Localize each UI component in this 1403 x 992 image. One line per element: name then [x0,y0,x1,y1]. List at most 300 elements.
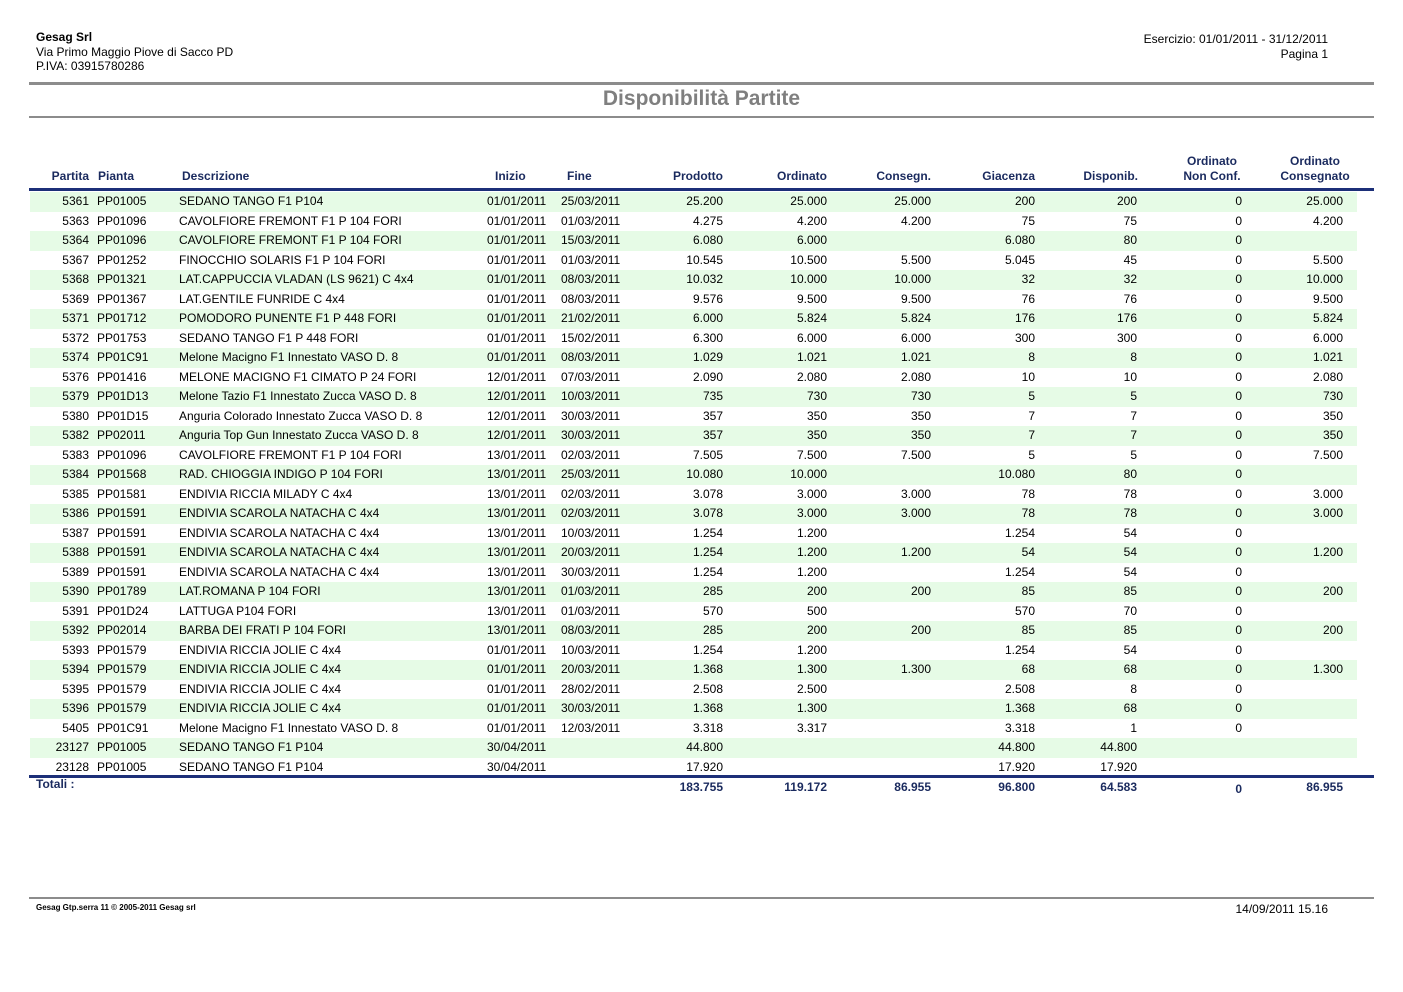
cell-partita: 5376 [62,369,89,384]
col-header-ordinato-consegnato [1265,154,1365,184]
cell-descrizione: LAT.ROMANA P 104 FORI [179,584,321,598]
cell-ord-nc: 0 [1235,701,1242,715]
cell-fine: 20/03/2011 [561,662,621,676]
cell-prodotto: 1.368 [692,701,723,715]
cell-ord-cons: 1.021 [1312,350,1343,364]
cell-inizio: 01/01/2011 [487,194,547,208]
cell-ord-nc: 0 [1235,330,1242,345]
total-giacenza: 96.800 [998,780,1035,794]
col-header-ord-nc-line2: Non Conf. [1183,169,1241,183]
total-prodotto: 183.755 [679,780,723,794]
cell-consegn: 3.000 [900,486,931,501]
cell-giacenza: 10.080 [998,467,1035,481]
cell-prodotto: 4.275 [692,213,723,228]
cell-prodotto: 44.800 [686,740,723,754]
cell-ord-cons: 350 [1322,408,1343,423]
cell-partita: 5374 [62,350,89,364]
cell-pianta: PP01321 [97,272,147,286]
cell-disponib: 75 [1123,213,1137,228]
cell-fine: 12/03/2011 [561,720,621,735]
table-row [0,524,1403,544]
cell-fine: 15/02/2011 [561,330,621,345]
cell-pianta: PP01581 [97,486,147,501]
cell-fine: 10/03/2011 [561,642,621,657]
cell-descrizione: CAVOLFIORE FREMONT F1 P 104 FORI [179,447,402,462]
cell-inizio: 01/01/2011 [487,330,547,345]
cell-ordinato: 3.317 [796,720,827,735]
cell-fine: 02/03/2011 [561,486,621,501]
cell-prodotto: 285 [702,584,723,598]
cell-ordinato: 500 [806,603,827,618]
cell-disponib: 8 [1130,681,1137,696]
cell-descrizione: MELONE MACIGNO F1 CIMATO P 24 FORI [179,369,417,384]
cell-partita: 5364 [62,233,89,247]
cell-descrizione: BARBA DEI FRATI P 104 FORI [179,623,346,637]
cell-descrizione: ENDIVIA SCAROLA NATACHA C 4x4 [179,564,380,579]
totals-divider [29,775,1374,778]
cell-partita: 5386 [62,506,89,520]
cell-ord-nc: 0 [1235,681,1242,696]
cell-partita: 5371 [62,311,89,325]
cell-disponib: 54 [1123,525,1137,540]
cell-giacenza: 5.045 [1004,252,1035,267]
cell-pianta: PP01416 [97,369,147,384]
cell-prodotto: 1.254 [692,525,723,540]
cell-ord-nc: 0 [1235,662,1242,676]
cell-ord-nc: 0 [1235,584,1242,598]
cell-descrizione: SEDANO TANGO F1 P104 [179,740,324,754]
cell-inizio: 13/01/2011 [487,447,547,462]
cell-ord-cons: 1.300 [1312,662,1343,676]
cell-fine: 07/03/2011 [561,369,621,384]
top-divider [29,82,1374,85]
cell-pianta: PP01096 [97,447,147,462]
cell-ordinato: 3.000 [796,486,827,501]
table-row [0,621,1403,641]
col-header-ord-nc-line1: Ordinato [1187,154,1237,168]
cell-ord-nc: 0 [1235,350,1242,364]
cell-inizio: 13/01/2011 [487,467,547,481]
cell-partita: 5405 [62,720,89,735]
col-header-pianta: Pianta [98,169,135,183]
cell-descrizione: CAVOLFIORE FREMONT F1 P 104 FORI [179,213,402,228]
col-header-ordinato-non-conf [1162,154,1262,184]
cell-consegn: 1.200 [900,545,931,559]
cell-ord-nc: 0 [1235,272,1242,286]
cell-consegn: 9.500 [900,291,931,306]
cell-fine: 15/03/2011 [561,233,621,247]
cell-pianta: PP01579 [97,662,147,676]
cell-fine: 08/03/2011 [561,623,621,637]
cell-ord-nc: 0 [1235,720,1242,735]
cell-disponib: 8 [1130,350,1137,364]
cell-ord-nc: 0 [1235,389,1242,403]
cell-consegn: 5.824 [900,311,931,325]
cell-ord-cons: 5.824 [1312,311,1343,325]
cell-ordinato: 1.200 [796,525,827,540]
table-row [0,192,1403,212]
cell-descrizione: ENDIVIA RICCIA JOLIE C 4x4 [179,701,342,715]
header-divider [29,188,1374,191]
cell-pianta: PP01367 [97,291,147,306]
cell-giacenza: 1.254 [1004,525,1035,540]
cell-pianta: PP01D15 [97,408,149,423]
cell-consegn: 4.200 [900,213,931,228]
cell-fine: 28/02/2011 [561,681,621,696]
col-header-giacenza: Giacenza [982,169,1035,183]
cell-inizio: 01/01/2011 [487,213,547,228]
cell-giacenza: 5 [1028,389,1035,403]
cell-consegn: 350 [910,408,931,423]
cell-ordinato: 350 [806,428,827,442]
cell-partita: 5388 [62,545,89,559]
cell-disponib: 7 [1130,408,1137,423]
total-consegn: 86.955 [894,780,931,794]
title-divider [29,116,1374,118]
cell-fine: 21/02/2011 [561,311,621,325]
cell-fine: 01/03/2011 [561,603,621,618]
cell-fine: 30/03/2011 [561,428,621,442]
table-row [0,543,1403,563]
cell-descrizione: ENDIVIA RICCIA JOLIE C 4x4 [179,681,342,696]
cell-ord-nc: 0 [1235,564,1242,579]
cell-pianta: PP01591 [97,525,147,540]
cell-pianta: PP01096 [97,213,147,228]
cell-fine: 02/03/2011 [561,447,621,462]
cell-partita: 5380 [62,408,89,423]
total-ordinato-non-conf: 0 [1235,782,1242,796]
cell-pianta: PP01005 [97,740,147,754]
cell-prodotto: 3.078 [692,486,723,501]
table-row [0,368,1403,388]
cell-ord-cons: 2.080 [1312,369,1343,384]
cell-prodotto: 1.254 [692,564,723,579]
cell-ordinato: 6.000 [796,330,827,345]
cell-fine: 02/03/2011 [561,506,621,520]
cell-disponib: 80 [1123,233,1137,247]
cell-disponib: 5 [1130,389,1137,403]
company-address: Via Primo Maggio Piove di Sacco PD [36,44,234,59]
cell-inizio: 30/04/2011 [487,759,547,774]
cell-consegn: 200 [910,584,931,598]
cell-ord-nc: 0 [1235,447,1242,462]
cell-ordinato: 10.000 [790,272,827,286]
cell-descrizione: Melone Tazio F1 Innestato Zucca VASO D. 8 [179,389,417,403]
table-row [0,290,1403,310]
cell-ordinato: 1.200 [796,642,827,657]
col-header-prodotto: Prodotto [673,169,723,183]
cell-ord-nc: 0 [1235,525,1242,540]
cell-partita: 5385 [62,486,89,501]
cell-ord-cons: 200 [1322,623,1343,637]
cell-inizio: 01/01/2011 [487,252,547,267]
cell-consegn: 7.500 [900,447,931,462]
cell-giacenza: 85 [1021,584,1035,598]
cell-disponib: 78 [1123,506,1137,520]
cell-giacenza: 54 [1021,545,1035,559]
cell-fine: 10/03/2011 [561,525,621,540]
cell-ordinato: 25.000 [790,194,827,208]
cell-ord-nc: 0 [1235,545,1242,559]
cell-giacenza: 68 [1021,662,1035,676]
cell-prodotto: 2.090 [692,369,723,384]
cell-pianta: PP01579 [97,681,147,696]
cell-ord-nc: 0 [1235,369,1242,384]
cell-inizio: 12/01/2011 [487,389,547,403]
cell-consegn: 6.000 [900,330,931,345]
cell-ordinato: 1.200 [796,564,827,579]
col-header-inizio: Inizio [495,169,526,183]
table-row [0,738,1403,758]
table-row [0,407,1403,427]
cell-inizio: 30/04/2011 [487,740,547,754]
cell-fine: 08/03/2011 [561,350,621,364]
cell-ord-nc: 0 [1235,467,1242,481]
cell-pianta: PP02011 [97,428,146,442]
cell-fine: 01/03/2011 [561,252,621,267]
cell-ordinato: 200 [806,584,827,598]
table-row [0,309,1403,329]
cell-giacenza: 17.920 [998,759,1035,774]
cell-giacenza: 8 [1028,350,1035,364]
table-row [0,504,1403,524]
cell-ordinato: 350 [806,408,827,423]
table-row [0,582,1403,602]
cell-partita: 5387 [62,525,89,540]
cell-ord-nc: 0 [1235,428,1242,442]
cell-consegn: 2.080 [900,369,931,384]
cell-partita: 5394 [62,662,89,676]
cell-pianta: PP01096 [97,233,147,247]
cell-ord-cons: 350 [1322,428,1343,442]
cell-partita: 5372 [62,330,89,345]
cell-giacenza: 6.080 [1004,233,1035,247]
cell-partita: 5389 [62,564,89,579]
period-block [1144,32,1328,61]
cell-partita: 5368 [62,272,89,286]
company-block [36,30,233,74]
cell-disponib: 78 [1123,486,1137,501]
cell-pianta: PP01591 [97,545,147,559]
cell-inizio: 13/01/2011 [487,603,547,618]
cell-pianta: PP01789 [97,584,147,598]
totals-label: Totali : [36,777,75,791]
cell-partita: 5367 [62,252,89,267]
cell-partita: 5391 [62,603,89,618]
cell-ord-nc: 0 [1235,486,1242,501]
cell-inizio: 01/01/2011 [487,681,547,696]
cell-descrizione: Anguria Colorado Innestato Zucca VASO D. 8 [179,408,423,423]
table-row [0,348,1403,368]
cell-giacenza: 44.800 [998,740,1035,754]
cell-pianta: PP01D13 [97,389,149,403]
cell-descrizione: CAVOLFIORE FREMONT F1 P 104 FORI [179,233,402,247]
cell-descrizione: FINOCCHIO SOLARIS F1 P 104 FORI [179,252,386,267]
table-row [0,446,1403,466]
cell-fine: 30/03/2011 [561,701,621,715]
cell-partita: 5382 [62,428,89,442]
cell-inizio: 13/01/2011 [487,564,547,579]
cell-giacenza: 10 [1021,369,1035,384]
cell-descrizione: Melone Macigno F1 Innestato VASO D. 8 [179,720,399,735]
cell-ordinato: 7.500 [796,447,827,462]
cell-prodotto: 570 [702,603,723,618]
cell-inizio: 12/01/2011 [487,428,547,442]
cell-giacenza: 5 [1028,447,1035,462]
cell-ordinato: 10.500 [790,252,827,267]
table-row [0,465,1403,485]
cell-partita: 5395 [62,681,89,696]
cell-inizio: 12/01/2011 [487,369,547,384]
cell-pianta: PP01712 [97,311,147,325]
cell-inizio: 12/01/2011 [487,408,547,423]
cell-ord-cons: 9.500 [1312,291,1343,306]
cell-ord-nc: 0 [1235,291,1242,306]
table-row [0,387,1403,407]
cell-ord-nc: 0 [1235,506,1242,520]
cell-ord-nc: 0 [1235,194,1242,208]
cell-inizio: 01/01/2011 [487,311,547,325]
cell-inizio: 13/01/2011 [487,623,547,637]
table-row [0,680,1403,700]
cell-inizio: 13/01/2011 [487,486,547,501]
cell-prodotto: 10.080 [686,467,723,481]
cell-pianta: PP01C91 [97,350,149,364]
cell-disponib: 80 [1123,467,1137,481]
cell-ordinato: 1.300 [796,662,827,676]
cell-descrizione: Melone Macigno F1 Innestato VASO D. 8 [179,350,399,364]
cell-prodotto: 1.254 [692,545,723,559]
cell-partita: 5379 [62,389,89,403]
cell-pianta: PP01005 [97,759,147,774]
cell-ord-nc: 0 [1235,311,1242,325]
cell-fine: 25/03/2011 [561,194,621,208]
table-row [0,212,1403,232]
cell-ordinato: 6.000 [796,233,827,247]
table-row [0,641,1403,661]
cell-ordinato: 2.080 [796,369,827,384]
cell-giacenza: 1.368 [1004,701,1035,715]
cell-fine: 08/03/2011 [561,291,621,306]
cell-disponib: 68 [1123,662,1137,676]
cell-descrizione: ENDIVIA RICCIA MILADY C 4x4 [179,486,353,501]
col-header-partita: Partita [51,169,89,183]
cell-fine: 08/03/2011 [561,272,621,286]
cell-giacenza: 32 [1021,272,1035,286]
cell-ord-nc: 0 [1235,642,1242,657]
col-header-ord-cons-line1: Ordinato [1290,154,1340,168]
cell-disponib: 45 [1123,252,1137,267]
footer-software: Gesag Gtp.serra 11 © 2005-2011 Gesag srl [36,903,196,912]
cell-ordinato: 10.000 [790,467,827,481]
cell-prodotto: 285 [702,623,723,637]
cell-inizio: 13/01/2011 [487,506,547,520]
cell-inizio: 01/01/2011 [487,662,547,676]
cell-giacenza: 78 [1021,486,1035,501]
cell-ordinato: 1.200 [796,545,827,559]
cell-consegn: 1.021 [900,350,931,364]
cell-ordinato: 1.021 [796,350,827,364]
cell-giacenza: 7 [1028,408,1035,423]
cell-consegn: 200 [910,623,931,637]
cell-prodotto: 357 [702,408,723,423]
cell-prodotto: 735 [702,389,723,403]
col-header-consegn: Consegn. [876,169,931,183]
fiscal-period: Esercizio: 01/01/2011 - 31/12/2011 [1143,32,1328,46]
cell-inizio: 01/01/2011 [487,272,547,286]
total-ordinato-consegnato: 86.955 [1306,780,1343,794]
cell-partita: 5363 [62,213,89,228]
cell-partita: 23127 [55,740,89,754]
cell-ord-nc: 0 [1235,213,1242,228]
cell-disponib: 200 [1116,194,1137,208]
cell-partita: 5384 [62,467,89,481]
cell-pianta: PP01D24 [97,603,149,618]
cell-pianta: PP01591 [97,506,147,520]
cell-inizio: 13/01/2011 [487,584,547,598]
cell-inizio: 01/01/2011 [487,720,547,735]
col-header-ordinato: Ordinato [777,169,827,183]
cell-disponib: 70 [1123,603,1137,618]
cell-disponib: 54 [1123,564,1137,579]
cell-partita: 5361 [62,194,89,208]
cell-partita: 5396 [62,701,89,715]
cell-giacenza: 78 [1021,506,1035,520]
total-ordinato: 119.172 [784,780,827,794]
cell-giacenza: 570 [1014,603,1035,618]
cell-disponib: 5 [1130,447,1137,462]
table-row [0,329,1403,349]
cell-inizio: 01/01/2011 [487,642,547,657]
cell-giacenza: 85 [1021,623,1035,637]
report-title: Disponibilità Partite [602,87,801,110]
cell-prodotto: 17.920 [686,759,723,774]
cell-ord-cons: 200 [1322,584,1343,598]
table-row [0,563,1403,583]
cell-prodotto: 25.200 [686,194,723,208]
cell-ord-cons: 6.000 [1312,330,1343,345]
cell-descrizione: LAT.CAPPUCCIA VLADAN (LS 9621) C 4x4 [179,272,414,286]
cell-giacenza: 176 [1014,311,1035,325]
table-row [0,719,1403,739]
cell-consegn: 3.000 [900,506,931,520]
cell-disponib: 17.920 [1100,759,1137,774]
cell-prodotto: 6.080 [692,233,723,247]
cell-disponib: 85 [1123,623,1137,637]
table-row [0,426,1403,446]
cell-descrizione: Anguria Top Gun Innestato Zucca VASO D. 8 [179,428,419,442]
cell-prodotto: 9.576 [692,291,723,306]
cell-inizio: 01/01/2011 [487,350,547,364]
cell-ordinato: 5.824 [796,311,827,325]
cell-inizio: 01/01/2011 [487,233,547,247]
page-number: Pagina 1 [1280,46,1328,61]
cell-prodotto: 1.254 [692,642,723,657]
cell-consegn: 1.300 [900,662,931,676]
cell-ord-cons: 7.500 [1312,447,1343,462]
cell-disponib: 54 [1123,642,1137,657]
cell-prodotto: 10.032 [686,272,723,286]
cell-giacenza: 7 [1028,428,1035,442]
cell-prodotto: 3.318 [692,720,723,735]
footer-divider [29,897,1374,899]
col-header-fine: Fine [567,169,592,183]
cell-ord-cons: 3.000 [1312,506,1343,520]
cell-prodotto: 10.545 [686,252,723,267]
cell-ord-cons: 5.500 [1312,252,1343,267]
cell-disponib: 85 [1123,584,1137,598]
cell-disponib: 32 [1123,272,1137,286]
